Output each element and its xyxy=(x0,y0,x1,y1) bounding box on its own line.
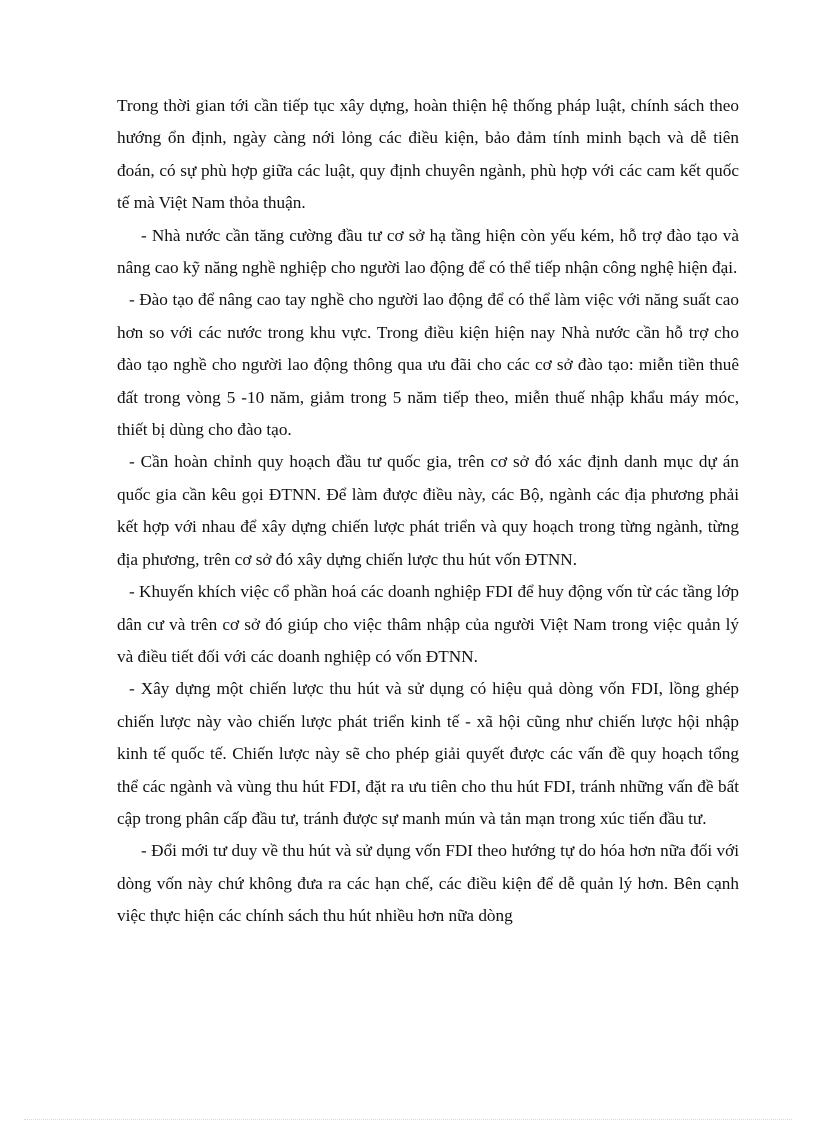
paragraph-infrastructure: - Nhà nước cần tăng cường đầu tư cơ sở hạ tầng hiện còn yếu kém, hỗ trợ đào tạo và nâng cao kỹ năng nghề nghiệp cho người lao động để có thể tiếp nhận công nghệ hiện đại. xyxy=(117,225,739,278)
paragraph-fdi-liberalization: - Đổi mới tư duy về thu hút và sử dụng vốn FDI theo hướng tự do hóa hơn nữa đối với dòng vốn này chứ không đưa ra các hạn chế, các điều kiện để dễ quản lý hơn. Bên cạnh việc thực hiện các chính sách thu hút nhiều hơn nữa dòng xyxy=(117,841,739,926)
document-page xyxy=(117,90,739,933)
paragraph-equitization: - Khuyến khích việc cổ phần hoá các doanh nghiệp FDI để huy động vốn từ các tầng lớp dân cư và trên cơ sở đó giúp cho việc thâm nhập của người Việt Nam trong việc quản lý và điều tiết đối với các doanh nghiệp có vốn ĐTNN. xyxy=(117,582,739,666)
paragraph-vocational-training: - Đào tạo để nâng cao tay nghề cho người lao động để có thể làm việc với năng suất cao hơn so với các nước trong khu vực. Trong điều kiện hiện nay Nhà nước cần hỗ trợ cho đào tạo nghề cho người lao động thông qua ưu đãi cho các cơ sở đào tạo: miễn tiền thuê đất trong vòng 5 -10 năm, giảm trong 5 năm tiếp theo, miễn thuế nhập khẩu máy móc, thiết bị dùng cho đào tạo. xyxy=(117,290,739,440)
paragraph-legal-framework: Trong thời gian tới cần tiếp tục xây dựng, hoàn thiện hệ thống pháp luật, chính sách theo hướng ổn định, ngày càng nới lỏng các điều kiện, bảo đảm tính minh bạch và dễ tiên đoán, có sự phù hợp giữa các luật, quy định chuyên ngành, phù hợp với các cam kết quốc tế mà Việt Nam thỏa thuận. xyxy=(117,96,739,213)
paragraph-investment-planning: - Cần hoàn chỉnh quy hoạch đầu tư quốc gia, trên cơ sở đó xác định danh mục dự án quốc gia cần kêu gọi ĐTNN. Để làm được điều này, các Bộ, ngành các địa phương phải kết hợp với nhau để xây dựng chiến lược phát triển và quy hoạch trong từng ngành, từng địa phương, trên cơ sở đó xây dựng chiến lược thu hút vốn ĐTNN. xyxy=(117,452,739,569)
page-bottom-border xyxy=(24,1119,792,1120)
paragraph-fdi-strategy: - Xây dựng một chiến lược thu hút và sử dụng có hiệu quả dòng vốn FDI, lồng ghép chiến lược này vào chiến lược phát triển kinh tế - xã hội cũng như chiến lược hội nhập kinh tế quốc tế. Chiến lược này sẽ cho phép giải quyết được các vấn đề quy hoạch tổng thể các ngành và vùng thu hút FDI, đặt ra ưu tiên cho thu hút FDI, tránh những vấn đề bất cập trong phân cấp đầu tư, tránh được sự manh mún và tản mạn trong xúc tiến đầu tư. xyxy=(117,679,739,828)
